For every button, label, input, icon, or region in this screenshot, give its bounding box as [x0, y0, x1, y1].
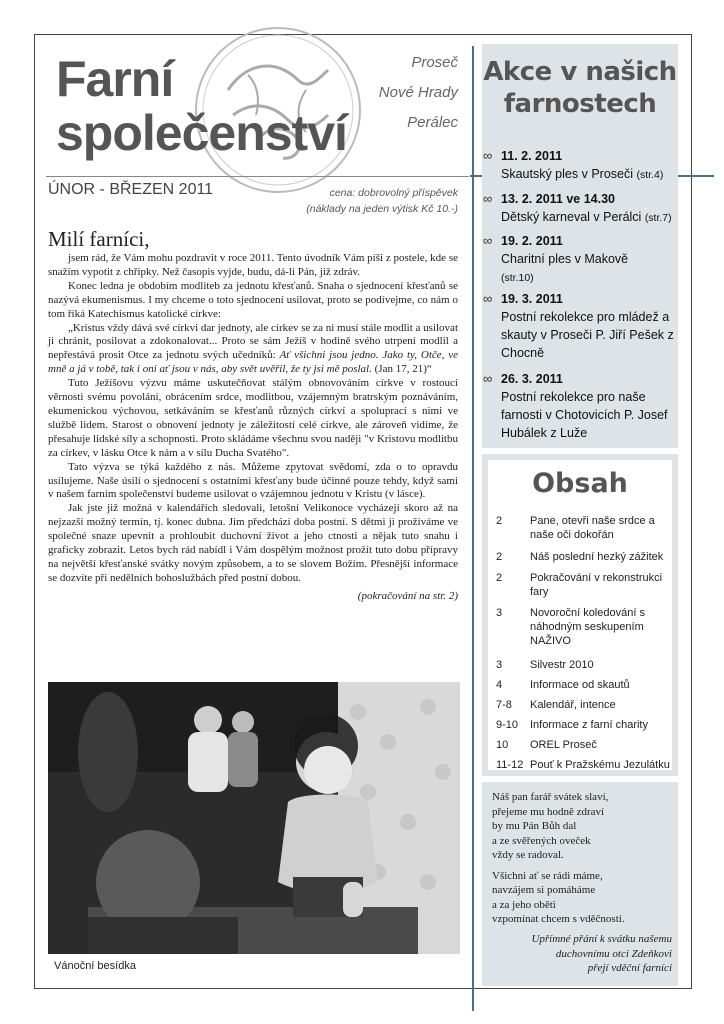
event-title: Dětský karneval v Perálci: [501, 210, 642, 224]
poem-line: a ze svěřených oveček: [492, 834, 591, 847]
article-paragraph: Tuto Ježíšovu výzvu máme uskutečňovat stálým obnovováním církve v rostoucí věrnosti svému povolání, obrácením srdce, modlitbou, vzájemným bratrským poznáváním, ekumenickou výchovou, setkáváním se křesťanů různých církví a spoluprací s nimi ve službě lidem. Starost o obnovení jednoty je záležitostí celé církve, ale zároveň vidíme, že přesahuje lidské síly a schopnosti. Proto skládáme všechnu svou naději "v Kristovu modlitbu za církev, v lásku Otce k nám a v sílu Ducha Svatého".: [48, 377, 458, 459]
contents-title: Informace z farní charity: [530, 719, 648, 731]
contents-page: 9-10: [496, 719, 519, 731]
event-description: [501, 208, 676, 227]
poem-line: Všichni ať se rádi máme,: [492, 869, 603, 882]
infinity-bullet-icon: ∞: [483, 371, 493, 386]
contents-page: 10: [496, 739, 509, 751]
poem-verse: [492, 869, 674, 927]
parish-name: Nové Hrady: [378, 84, 458, 101]
event-date: 26. 3. 2011: [501, 372, 563, 386]
events-box: [482, 44, 678, 448]
event-page-ref: (str.10): [501, 272, 534, 284]
greeting-signature: [486, 932, 672, 976]
contents-title: Novoroční koledování s náhodným seskupením NAŽIVO: [530, 607, 645, 647]
contents-title: Kalendář, intence: [530, 699, 616, 711]
contents-page: 7-8: [496, 699, 512, 711]
event-description: [501, 250, 676, 287]
greeting-poem: [492, 790, 674, 933]
price-note: [280, 185, 458, 217]
article-paragraph: Tato výzva se týká každého z nás. Můžeme zpytovat svědomí, zda o to opravdu usilujeme. Naše úsilí o sjednocení s ostatními křesťany bude účinné pouze tehdy, když sami v našem farním společenství budeme usilovat o vzájemnou jednotu v Kristu (v lásce).: [48, 460, 458, 501]
title-line-2: společenství: [56, 105, 347, 161]
article-paragraph: Jak jste již možná v kalendářích sledovali, letošní Velikonoce vycházejí skoro až na nejzazší možný termín, tj. konec dubna. Jim předchází doba postní. S dětmi ji prožíváme ve společné snaze upevnit a prohloubit duchovní život a jeho ctnosti a nějak tuto snahu i graficky zobrazit. Letos bych rád nabídl i Vám dospělým možnost prožít tuto dobu přípravy na největší křesťanské svátky novým způsobem, a to se slovem Božím. Přesnější informace se dozvíte při nedělních bohoslužbách před postní dobou.: [48, 502, 458, 584]
accent-vertical-line: [472, 46, 474, 1011]
newsletter-title: [56, 52, 347, 160]
event-date: 11. 2. 2011: [501, 149, 563, 163]
quote-text: „Kristus vždy dává své církvi dar jednoty, ale církev se za ni musí stále modlit a usilovat ji chránit, posilovat a zdokonalovat... Proto se sám Ježíš v hodině svého utrpení modlil a nepřestává prosit Otce za jednotu svých učedníků:: [48, 321, 458, 362]
contents-page: 11-12: [496, 759, 524, 771]
contents-title: OREL Proseč: [530, 739, 597, 751]
masthead-rule: [46, 176, 469, 177]
poem-line: a za jeho oběti: [492, 898, 556, 911]
contents-page: 2: [496, 572, 503, 584]
contents-title: Informace od skautů: [530, 679, 630, 691]
contents-title: Silvestr 2010: [530, 659, 594, 671]
article-paragraph: jsem rád, že Vám mohu pozdravit v roce 2011. Tento úvodník Vám píši z postele, kde se snažím vypotit z chřipky. Než časopis vyjde, budu, dá-li Pán, již zdráv.: [48, 252, 458, 278]
quote-scripture: Ať všichni jsou jedno. Jako ty, Otče, ve mně a já v tobě, tak i oni ať jsou v nás, aby svět uvěřil, že ty jsi mě poslal.: [48, 349, 458, 376]
poem-line: vzpomínat chcem s vděčností.: [492, 913, 625, 925]
event-date: 19. 3. 2011: [501, 292, 563, 306]
price-cost-line: (náklady na jeden výtisk Kč 10.-): [306, 203, 458, 215]
contents-box: [482, 454, 678, 776]
signature-line: Upřímné přání k svátku našemu: [531, 933, 672, 945]
contents-title: Pokračování v rekonstrukci fary: [530, 572, 663, 598]
continued-note: (pokračování na str. 2): [357, 589, 458, 602]
events-heading-line: Akce v našich: [483, 57, 677, 87]
contents-page: 4: [496, 679, 503, 691]
infinity-bullet-icon: ∞: [483, 148, 493, 163]
contents-title: Náš poslední hezký zážitek: [530, 551, 664, 563]
contents-page: 2: [496, 551, 503, 563]
editorial-article: [48, 228, 458, 604]
event-description: [501, 165, 676, 184]
quote-reference: (Jan 17, 21)“: [371, 363, 432, 376]
event-page-ref: (str.7): [644, 212, 672, 224]
poem-line: navzájem si pomáháme: [492, 884, 596, 896]
parish-name: Proseč: [411, 54, 458, 71]
article-paragraph: Konec ledna je obdobím modliteb za jednotu křesťanů. Snaha o sjednocení křesťanů se nazývá ekumenismus. I my chceme o toto sjednocení usilovat, proto se podívejme, co nám o tom říká Katechismus katolické církve:: [48, 279, 458, 320]
poem-line: vždy se radoval.: [492, 849, 564, 861]
poem-verse: [492, 790, 674, 863]
event-description: Postní rekolekce pro naše farnosti v Chotovicích P. Josef Hubálek z Luže: [501, 390, 668, 440]
event-date: 19. 2. 2011: [501, 234, 563, 248]
signature-line: přejí vděční farníci: [587, 962, 672, 974]
contents-title: Pane, otevři naše srdce a naše oči dokořán: [530, 515, 655, 541]
contents-page: 3: [496, 607, 503, 619]
article-quote: [48, 322, 458, 378]
contents-page: 2: [496, 515, 503, 527]
event-title: Skautský ples v Proseči: [501, 167, 633, 181]
parish-list: [356, 48, 458, 138]
poem-line: by mu Pán Bůh dal: [492, 820, 577, 832]
price-line: cena: dobrovolný příspěvek: [329, 187, 458, 199]
infinity-bullet-icon: ∞: [483, 191, 493, 206]
contents-title: Pouť k Pražskému Jezulátku: [530, 759, 670, 771]
poem-line: Náš pan farář svátek slaví,: [492, 791, 609, 803]
name-day-greeting-box: [482, 782, 678, 986]
event-date: 13. 2. 2011 ve 14.30: [501, 192, 615, 206]
signature-line: duchovnímu otci Zdeňkovi: [555, 947, 672, 960]
issue-date: ÚNOR - BŘEZEN 2011: [48, 181, 214, 198]
infinity-bullet-icon: ∞: [483, 291, 493, 306]
parish-name: Perálec: [407, 114, 458, 131]
events-heading-line: farnostech: [503, 89, 657, 119]
photo-caption: Vánoční besídka: [54, 960, 136, 972]
event-description: Postní rekolekce pro mládež a skauty v Proseči P. Jiří Pešek z Chocně: [501, 310, 674, 360]
contents-page: 3: [496, 659, 503, 671]
christmas-party-photo: [48, 682, 460, 954]
event-title: Charitní ples v Makově: [501, 252, 629, 266]
events-heading: [482, 56, 678, 120]
infinity-bullet-icon: ∞: [483, 233, 493, 248]
poem-line: přejeme mu hodně zdraví: [492, 805, 605, 818]
contents-heading: Obsah: [532, 468, 628, 499]
article-greeting: Milí farníci,: [48, 227, 150, 251]
title-line-1: Farní: [56, 51, 174, 107]
event-page-ref: (str.4): [636, 169, 664, 181]
